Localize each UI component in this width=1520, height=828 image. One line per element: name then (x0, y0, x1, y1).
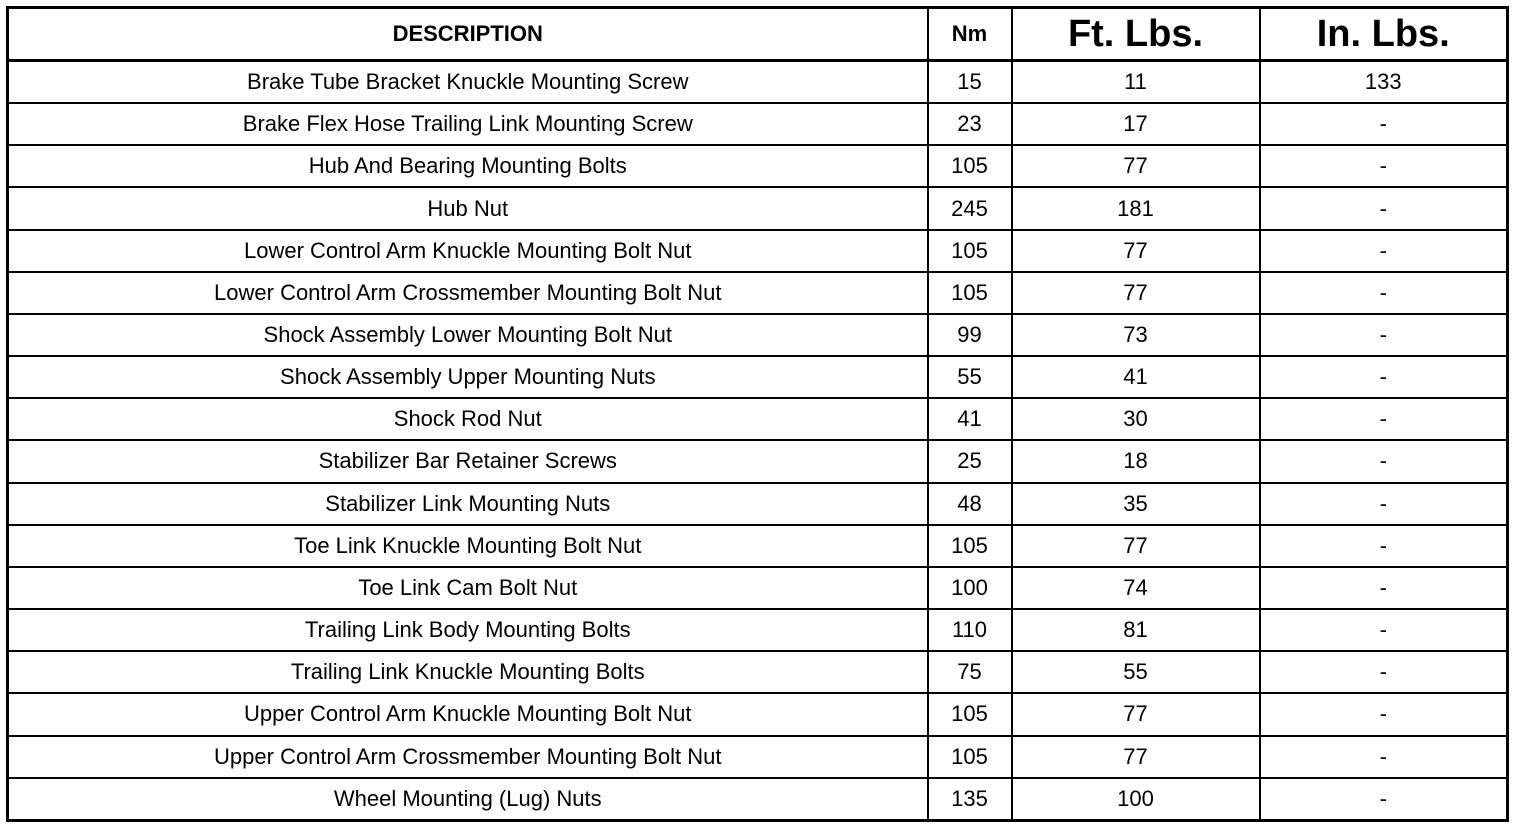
cell-ft-lbs: 77 (1012, 230, 1260, 272)
table-row (8, 440, 1508, 482)
cell-ft-lbs: 100 (1012, 778, 1260, 821)
cell-description: Hub Nut (8, 187, 928, 229)
cell-nm: 105 (928, 693, 1012, 735)
cell-in-lbs: - (1260, 187, 1508, 229)
cell-ft-lbs: 18 (1012, 440, 1260, 482)
cell-description: Shock Assembly Lower Mounting Bolt Nut (8, 314, 928, 356)
header-ft-lbs: Ft. Lbs. (1012, 8, 1260, 61)
cell-nm: 75 (928, 651, 1012, 693)
cell-nm: 15 (928, 61, 1012, 104)
cell-in-lbs: - (1260, 272, 1508, 314)
header-nm: Nm (928, 8, 1012, 61)
cell-in-lbs: - (1260, 525, 1508, 567)
cell-in-lbs: - (1260, 736, 1508, 778)
cell-ft-lbs: 181 (1012, 187, 1260, 229)
cell-in-lbs: 133 (1260, 61, 1508, 104)
cell-description: Shock Assembly Upper Mounting Nuts (8, 356, 928, 398)
cell-description: Trailing Link Knuckle Mounting Bolts (8, 651, 928, 693)
cell-ft-lbs: 77 (1012, 272, 1260, 314)
table-row (8, 230, 1508, 272)
table-header (8, 8, 1508, 61)
table-row (8, 609, 1508, 651)
cell-description: Brake Flex Hose Trailing Link Mounting Screw (8, 103, 928, 145)
cell-nm: 100 (928, 567, 1012, 609)
cell-ft-lbs: 17 (1012, 103, 1260, 145)
header-description: DESCRIPTION (8, 8, 928, 61)
table-row (8, 145, 1508, 187)
cell-nm: 23 (928, 103, 1012, 145)
cell-nm: 245 (928, 187, 1012, 229)
cell-in-lbs: - (1260, 609, 1508, 651)
cell-ft-lbs: 55 (1012, 651, 1260, 693)
table-row (8, 693, 1508, 735)
table-row (8, 61, 1508, 104)
cell-description: Upper Control Arm Knuckle Mounting Bolt Nut (8, 693, 928, 735)
table-row (8, 314, 1508, 356)
cell-ft-lbs: 77 (1012, 525, 1260, 567)
cell-nm: 41 (928, 398, 1012, 440)
cell-in-lbs: - (1260, 651, 1508, 693)
cell-description: Stabilizer Bar Retainer Screws (8, 440, 928, 482)
table-body (8, 61, 1508, 821)
cell-in-lbs: - (1260, 230, 1508, 272)
cell-ft-lbs: 81 (1012, 609, 1260, 651)
cell-nm: 105 (928, 145, 1012, 187)
cell-in-lbs: - (1260, 398, 1508, 440)
cell-description: Lower Control Arm Crossmember Mounting Bolt Nut (8, 272, 928, 314)
table-row (8, 187, 1508, 229)
table-row (8, 103, 1508, 145)
cell-nm: 135 (928, 778, 1012, 821)
cell-ft-lbs: 73 (1012, 314, 1260, 356)
cell-description: Shock Rod Nut (8, 398, 928, 440)
table-row (8, 778, 1508, 821)
cell-ft-lbs: 11 (1012, 61, 1260, 104)
cell-in-lbs: - (1260, 356, 1508, 398)
table-row (8, 398, 1508, 440)
cell-nm: 55 (928, 356, 1012, 398)
cell-nm: 25 (928, 440, 1012, 482)
cell-description: Stabilizer Link Mounting Nuts (8, 483, 928, 525)
header-in-lbs: In. Lbs. (1260, 8, 1508, 61)
cell-nm: 105 (928, 736, 1012, 778)
cell-in-lbs: - (1260, 145, 1508, 187)
cell-nm: 99 (928, 314, 1012, 356)
cell-ft-lbs: 41 (1012, 356, 1260, 398)
cell-in-lbs: - (1260, 693, 1508, 735)
cell-nm: 110 (928, 609, 1012, 651)
table-row (8, 525, 1508, 567)
cell-in-lbs: - (1260, 483, 1508, 525)
cell-ft-lbs: 74 (1012, 567, 1260, 609)
cell-in-lbs: - (1260, 440, 1508, 482)
table-row (8, 272, 1508, 314)
cell-nm: 48 (928, 483, 1012, 525)
cell-description: Trailing Link Body Mounting Bolts (8, 609, 928, 651)
table-row (8, 651, 1508, 693)
table-row (8, 483, 1508, 525)
cell-ft-lbs: 77 (1012, 145, 1260, 187)
cell-in-lbs: - (1260, 314, 1508, 356)
cell-nm: 105 (928, 230, 1012, 272)
cell-ft-lbs: 35 (1012, 483, 1260, 525)
table-row (8, 567, 1508, 609)
cell-description: Toe Link Cam Bolt Nut (8, 567, 928, 609)
cell-ft-lbs: 77 (1012, 736, 1260, 778)
cell-description: Hub And Bearing Mounting Bolts (8, 145, 928, 187)
cell-in-lbs: - (1260, 778, 1508, 821)
table-row (8, 356, 1508, 398)
cell-ft-lbs: 30 (1012, 398, 1260, 440)
cell-ft-lbs: 77 (1012, 693, 1260, 735)
cell-in-lbs: - (1260, 567, 1508, 609)
cell-description: Brake Tube Bracket Knuckle Mounting Screw (8, 61, 928, 104)
cell-in-lbs: - (1260, 103, 1508, 145)
header-row (8, 8, 1508, 61)
cell-description: Toe Link Knuckle Mounting Bolt Nut (8, 525, 928, 567)
cell-nm: 105 (928, 525, 1012, 567)
torque-specifications-table (6, 6, 1509, 822)
table-row (8, 736, 1508, 778)
cell-description: Lower Control Arm Knuckle Mounting Bolt Nut (8, 230, 928, 272)
cell-description: Wheel Mounting (Lug) Nuts (8, 778, 928, 821)
cell-description: Upper Control Arm Crossmember Mounting Bolt Nut (8, 736, 928, 778)
cell-nm: 105 (928, 272, 1012, 314)
